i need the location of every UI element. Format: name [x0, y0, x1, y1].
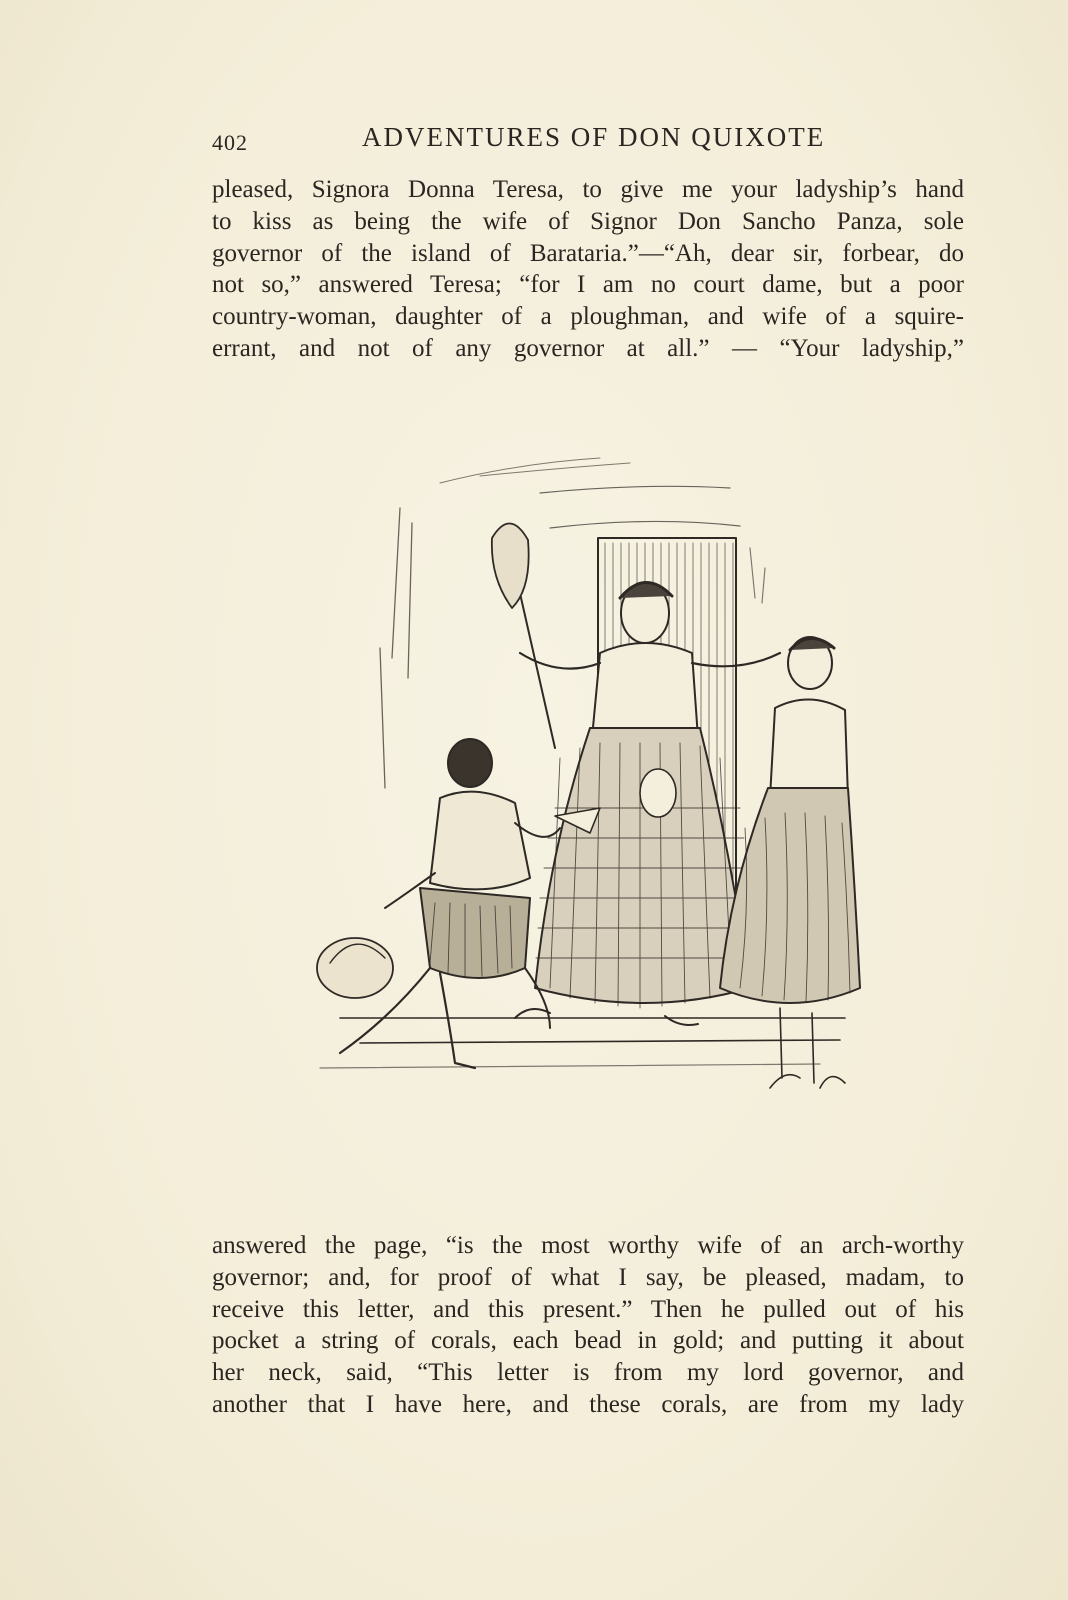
engraving-illustration-icon	[300, 428, 870, 1168]
paragraph-after-illustration	[212, 1230, 964, 1421]
text-line: another that I have here, and these corals, are from my lady	[212, 1390, 964, 1418]
page-header	[212, 122, 964, 162]
text-line: not so,” answered Teresa; “for I am no court dame, but a poor	[212, 271, 964, 299]
text-line: to kiss as being the wife of Signor Don Sancho Panza, sole	[212, 207, 964, 235]
text-line: country-woman, daughter of a ploughman, and wife of a squire-	[212, 303, 964, 331]
paragraph-before-illustration	[212, 174, 964, 365]
page-number: 402	[212, 130, 248, 155]
text-line: governor; and, for proof of what I say, be pleased, madam, to	[212, 1263, 964, 1291]
text-line: her neck, said, “This letter is from my lord governor, and	[212, 1359, 964, 1387]
text-line: pocket a string of corals, each bead in gold; and putting it about	[212, 1327, 964, 1355]
running-title: ADVENTURES OF DON QUIXOTE	[362, 122, 826, 152]
text-line: receive this letter, and this present.” Then he pulled out of his	[212, 1295, 964, 1323]
text-line: pleased, Signora Donna Teresa, to give me your ladyship’s hand	[212, 176, 964, 203]
text-line: errant, and not of any governor at all.” — “Your ladyship,”	[212, 334, 964, 362]
text-line: answered the page, “is the most worthy wife of an arch-worthy	[212, 1232, 964, 1259]
engraving-illustration	[300, 428, 870, 1168]
text-line: governor of the island of Barataria.”—“Ah, dear sir, forbear, do	[212, 239, 964, 267]
